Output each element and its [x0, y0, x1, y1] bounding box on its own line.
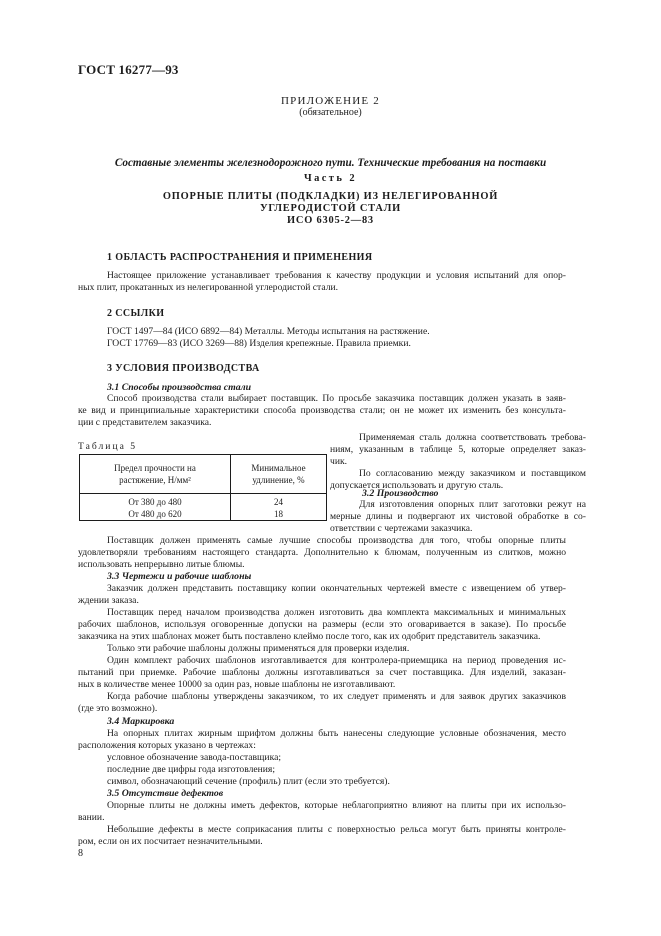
table-header-elongation: Минимальное удлинение, %	[231, 455, 327, 494]
table-5	[79, 454, 327, 521]
table-caption: Таблица 5	[78, 441, 138, 452]
appendix-label: ПРИЛОЖЕНИЕ 2	[281, 95, 380, 107]
subsection-3-4-text: На опорных плитах жирным шрифтом должны быть нанесены следующие условные обозначения, место расположения которых указано в чертежах: условное обозначение завода-поставщика; последние две цифры года изготовления; символ, обозначающий сечение (профиль) плит (если это требуется).	[78, 728, 566, 787]
document-title: Составные элементы железнодорожного пути. Технические требования на поставки	[114, 157, 547, 169]
production-methods-text: Поставщик должен применять самые лучшие способы производства для того, чтобы опорные плиты удовлетворяли требованиям настоящего стандарта. Дополнительно к блюмам, полученным из слитков, можно использовать непрерывно литые блюмы.	[78, 535, 566, 570]
section-3-heading: 3 УСЛОВИЯ ПРОИЗВОДСТВА	[107, 363, 260, 374]
table-header-strength: Предел прочности на растяжение, Н/мм²	[80, 455, 231, 494]
table-row	[80, 494, 327, 509]
subtitle-line-1: ОПОРНЫЕ ПЛИТЫ (ПОДКЛАДКИ) ИЗ НЕЛЕГИРОВАННОЙ	[162, 191, 499, 202]
table-cell-elongation: 18	[231, 508, 327, 521]
subsection-3-2-text: Для изготовления опорных плит заготовки режут на мерные длины и подвергают их чистовой обработке в со- ответствии с чертежами заказчика.	[330, 499, 586, 534]
table-cell-strength: От 480 до 620	[80, 508, 231, 521]
subsection-3-1-heading: 3.1 Способы производства стали	[107, 382, 252, 393]
part-label: Часть 2	[303, 173, 357, 184]
standard-header: ГОСТ 16277—93	[78, 62, 179, 77]
list-item: условное обозначение завода-поставщика;	[107, 752, 282, 763]
list-item: последние две цифры года изготовления;	[107, 764, 275, 775]
steel-requirements-text: Применяемая сталь должна соответствовать требова- ниям, указанным в таблице 5, которые определяет заказ- чик. По согласованию между заказчиком и поставщиком допускается использовать и другую сталь.	[330, 432, 586, 491]
table-cell-strength: От 380 до 480	[80, 494, 231, 509]
references-list	[78, 326, 566, 350]
subsection-3-3-text: Заказчик должен представить поставщику копии окончательных чертежей вместе с извещением об утвер- ждении заказа. Поставщик перед началом производства должен изготовить два комплекта максимальных и минимальных рабочих шаблонов, используя оговоренные допуски на размеры (если это оговаривается в заказе). По просьбе заказчика на этих шаблонах может быть поставлено клеймо после того, как их одобрит представитель заказчика. Только эти рабочие шаблоны должны применяться для проверки изделия. Один комплект рабочих шаблонов изготавливается для контролера-приемщика на период проведения ис- пытаний при приемке. Рабочие шаблоны должны изготавливаться за счет поставщика. Для изделий, заказан- ных в количестве менее 10000 за один раз, новые шаблоны не изготавливают. Когда рабочие шаблоны утверждены заказчиком, то их следует применять и для заявок других заказчиков (где это возможно).	[78, 583, 566, 714]
subsection-3-4-heading: 3.4 Маркировка	[107, 716, 175, 727]
page-number: 8	[78, 848, 83, 859]
section-1-heading: 1 ОБЛАСТЬ РАСПРОСТРАНЕНИЯ И ПРИМЕНЕНИЯ	[107, 252, 373, 263]
table-row	[80, 508, 327, 521]
reference-item: ГОСТ 17769—83 (ИСО 3269—88) Изделия крепежные. Правила приемки.	[107, 338, 411, 349]
table-cell-elongation: 24	[231, 494, 327, 509]
subsection-3-1-text: Способ производства стали выбирает поставщик. По просьбе заказчика поставщик должен указать в заяв- ке вид и принципиальные характеристики способа производства стали; он не может их изменить без консульта- ции с представителем заказчика.	[78, 393, 566, 428]
section-1-text: Настоящее приложение устанавливает требования к качеству продукции и условия испытаний для опор- ных плит, прокатанных из нелегированной углеродистой стали.	[78, 270, 566, 293]
appendix-note: (обязательное)	[299, 107, 362, 118]
subsection-3-2-heading: 3.2 Производство	[362, 488, 439, 499]
subsection-3-5-heading: 3.5 Отсутствие дефектов	[107, 788, 224, 799]
subtitle-line-2: УГЛЕРОДИСТОЙ СТАЛИ	[259, 203, 402, 214]
section-2-heading: 2 ССЫЛКИ	[107, 308, 165, 319]
subtitle-line-3: ИСО 6305-2—83	[287, 215, 374, 226]
subsection-3-5-text: Опорные плиты не должны иметь дефектов, которые неблагоприятно влияют на плиты при их использо- вании. Небольшие дефекты в месте соприкасания плиты с поверхностью рельса могут быть приняты контроле- ром, если он их посчитает незначительными.	[78, 800, 566, 847]
subsection-3-3-heading: 3.3 Чертежи и рабочие шаблоны	[107, 571, 252, 582]
list-item: символ, обозначающий сечение (профиль) плит (если это требуется).	[107, 776, 390, 787]
reference-item: ГОСТ 1497—84 (ИСО 6892—84) Металлы. Методы испытания на растяжение.	[107, 326, 430, 337]
